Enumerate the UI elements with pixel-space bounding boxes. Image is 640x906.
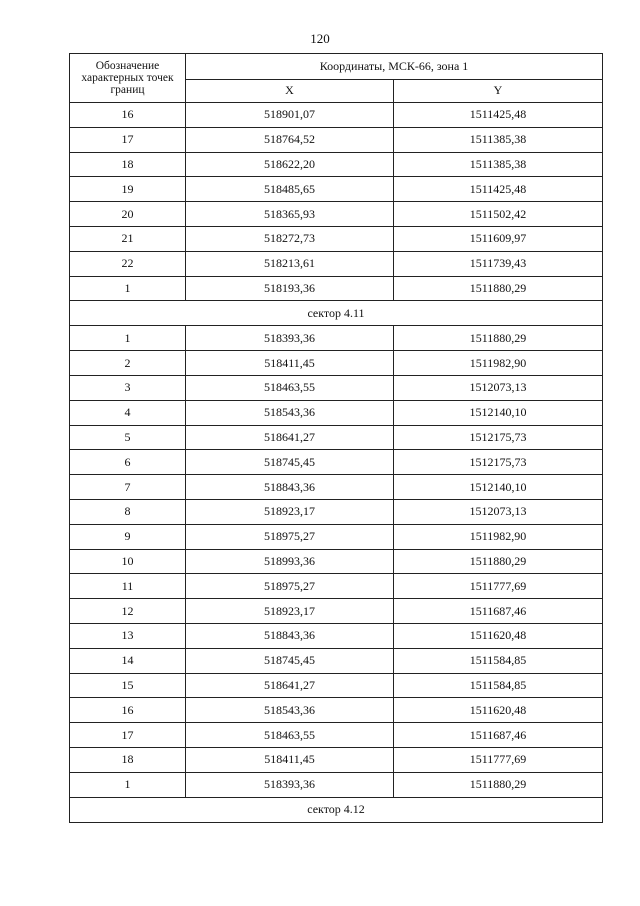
y-column-header: Y: [394, 79, 603, 102]
table-row: [70, 251, 603, 276]
point-number-cell: 9: [70, 524, 186, 549]
y-coordinate-cell: 1512175,73: [394, 425, 603, 450]
x-coordinate-cell: 518745,45: [186, 648, 394, 673]
x-coordinate-cell: 518463,55: [186, 723, 394, 748]
table-row: [70, 772, 603, 797]
y-coordinate-cell: 1511777,69: [394, 574, 603, 599]
table-row: [70, 127, 603, 152]
point-number-cell: 12: [70, 599, 186, 624]
point-number-cell: 16: [70, 698, 186, 723]
coordinates-system-header: Координаты, МСК-66, зона 1: [186, 54, 603, 80]
point-number-cell: 16: [70, 103, 186, 128]
table-row: [70, 375, 603, 400]
block2-rows: [70, 326, 603, 797]
table-row: [70, 673, 603, 698]
x-coordinate-cell: 518843,36: [186, 475, 394, 500]
point-designation-header: Обозначение характерных точек границ: [70, 54, 186, 103]
y-coordinate-cell: 1511880,29: [394, 549, 603, 574]
table-header: [70, 54, 603, 103]
table-row: [70, 400, 603, 425]
x-column-header: X: [186, 79, 394, 102]
point-number-cell: 10: [70, 549, 186, 574]
y-coordinate-cell: 1511880,29: [394, 326, 603, 351]
x-coordinate-cell: 518213,61: [186, 251, 394, 276]
table-row: [70, 177, 603, 202]
table-row: [70, 351, 603, 376]
sector-4-12-label: сектор 4.12: [70, 797, 603, 822]
sector-4-12: [70, 797, 603, 822]
page-number: 120: [310, 31, 330, 46]
table-row: [70, 574, 603, 599]
point-number-cell: 22: [70, 251, 186, 276]
point-number-cell: 21: [70, 226, 186, 251]
x-coordinate-cell: 518193,36: [186, 276, 394, 301]
sector-4-11: [70, 301, 603, 326]
point-number-cell: 14: [70, 648, 186, 673]
point-number-cell: 3: [70, 375, 186, 400]
x-coordinate-cell: 518543,36: [186, 698, 394, 723]
x-coordinate-cell: 518485,65: [186, 177, 394, 202]
y-coordinate-cell: 1512073,13: [394, 375, 603, 400]
x-coordinate-cell: 518843,36: [186, 623, 394, 648]
y-coordinate-cell: 1511880,29: [394, 276, 603, 301]
y-coordinate-cell: 1511385,38: [394, 127, 603, 152]
x-coordinate-cell: 518272,73: [186, 226, 394, 251]
point-number-cell: 17: [70, 127, 186, 152]
x-coordinate-cell: 518641,27: [186, 425, 394, 450]
table-row: [70, 450, 603, 475]
y-coordinate-cell: 1511982,90: [394, 524, 603, 549]
table-row: [70, 648, 603, 673]
y-coordinate-cell: 1511425,48: [394, 177, 603, 202]
x-coordinate-cell: 518543,36: [186, 400, 394, 425]
point-number-cell: 13: [70, 623, 186, 648]
table-row: [70, 499, 603, 524]
table-row: [70, 549, 603, 574]
point-number-cell: 15: [70, 673, 186, 698]
point-number-cell: 5: [70, 425, 186, 450]
y-coordinate-cell: 1511777,69: [394, 747, 603, 772]
y-coordinate-cell: 1512140,10: [394, 475, 603, 500]
x-coordinate-cell: 518622,20: [186, 152, 394, 177]
y-coordinate-cell: 1511584,85: [394, 648, 603, 673]
table-row: [70, 723, 603, 748]
x-coordinate-cell: 518393,36: [186, 326, 394, 351]
table-row: [70, 152, 603, 177]
y-coordinate-cell: 1511502,42: [394, 202, 603, 227]
x-coordinate-cell: 518764,52: [186, 127, 394, 152]
y-coordinate-cell: 1511584,85: [394, 673, 603, 698]
x-coordinate-cell: 518975,27: [186, 524, 394, 549]
point-number-cell: 18: [70, 747, 186, 772]
point-number-cell: 1: [70, 276, 186, 301]
point-number-cell: 6: [70, 450, 186, 475]
table-row: [70, 202, 603, 227]
x-coordinate-cell: 518411,45: [186, 747, 394, 772]
table-row: [70, 475, 603, 500]
x-coordinate-cell: 518365,93: [186, 202, 394, 227]
table-row: [70, 276, 603, 301]
y-coordinate-cell: 1512175,73: [394, 450, 603, 475]
y-coordinate-cell: 1511609,97: [394, 226, 603, 251]
y-coordinate-cell: 1512140,10: [394, 400, 603, 425]
table-row: [70, 326, 603, 351]
x-coordinate-cell: 518923,17: [186, 599, 394, 624]
x-coordinate-cell: 518975,27: [186, 574, 394, 599]
point-number-cell: 2: [70, 351, 186, 376]
sector-4-11-label: сектор 4.11: [70, 301, 603, 326]
y-coordinate-cell: 1511739,43: [394, 251, 603, 276]
table-row: [70, 425, 603, 450]
x-coordinate-cell: 518993,36: [186, 549, 394, 574]
y-coordinate-cell: 1511385,38: [394, 152, 603, 177]
x-coordinate-cell: 518641,27: [186, 673, 394, 698]
table-row: [70, 698, 603, 723]
y-coordinate-cell: 1511620,48: [394, 698, 603, 723]
x-coordinate-cell: 518393,36: [186, 772, 394, 797]
y-coordinate-cell: 1511425,48: [394, 103, 603, 128]
point-number-cell: 4: [70, 400, 186, 425]
point-number-cell: 20: [70, 202, 186, 227]
table-row: [70, 747, 603, 772]
x-coordinate-cell: 518923,17: [186, 499, 394, 524]
block1-rows: [70, 103, 603, 301]
table-row: [70, 599, 603, 624]
table-row: [70, 103, 603, 128]
x-coordinate-cell: 518463,55: [186, 375, 394, 400]
point-number-cell: 17: [70, 723, 186, 748]
coordinates-table: [69, 53, 603, 823]
point-number-cell: 7: [70, 475, 186, 500]
table-row: [70, 226, 603, 251]
point-number-cell: 8: [70, 499, 186, 524]
point-number-cell: 18: [70, 152, 186, 177]
table-row: [70, 623, 603, 648]
x-coordinate-cell: 518745,45: [186, 450, 394, 475]
point-number-cell: 11: [70, 574, 186, 599]
point-number-cell: 1: [70, 772, 186, 797]
x-coordinate-cell: 518901,07: [186, 103, 394, 128]
y-coordinate-cell: 1511687,46: [394, 599, 603, 624]
point-number-cell: 1: [70, 326, 186, 351]
y-coordinate-cell: 1511982,90: [394, 351, 603, 376]
y-coordinate-cell: 1511687,46: [394, 723, 603, 748]
y-coordinate-cell: 1511880,29: [394, 772, 603, 797]
table-row: [70, 524, 603, 549]
point-number-cell: 19: [70, 177, 186, 202]
x-coordinate-cell: 518411,45: [186, 351, 394, 376]
y-coordinate-cell: 1511620,48: [394, 623, 603, 648]
y-coordinate-cell: 1512073,13: [394, 499, 603, 524]
